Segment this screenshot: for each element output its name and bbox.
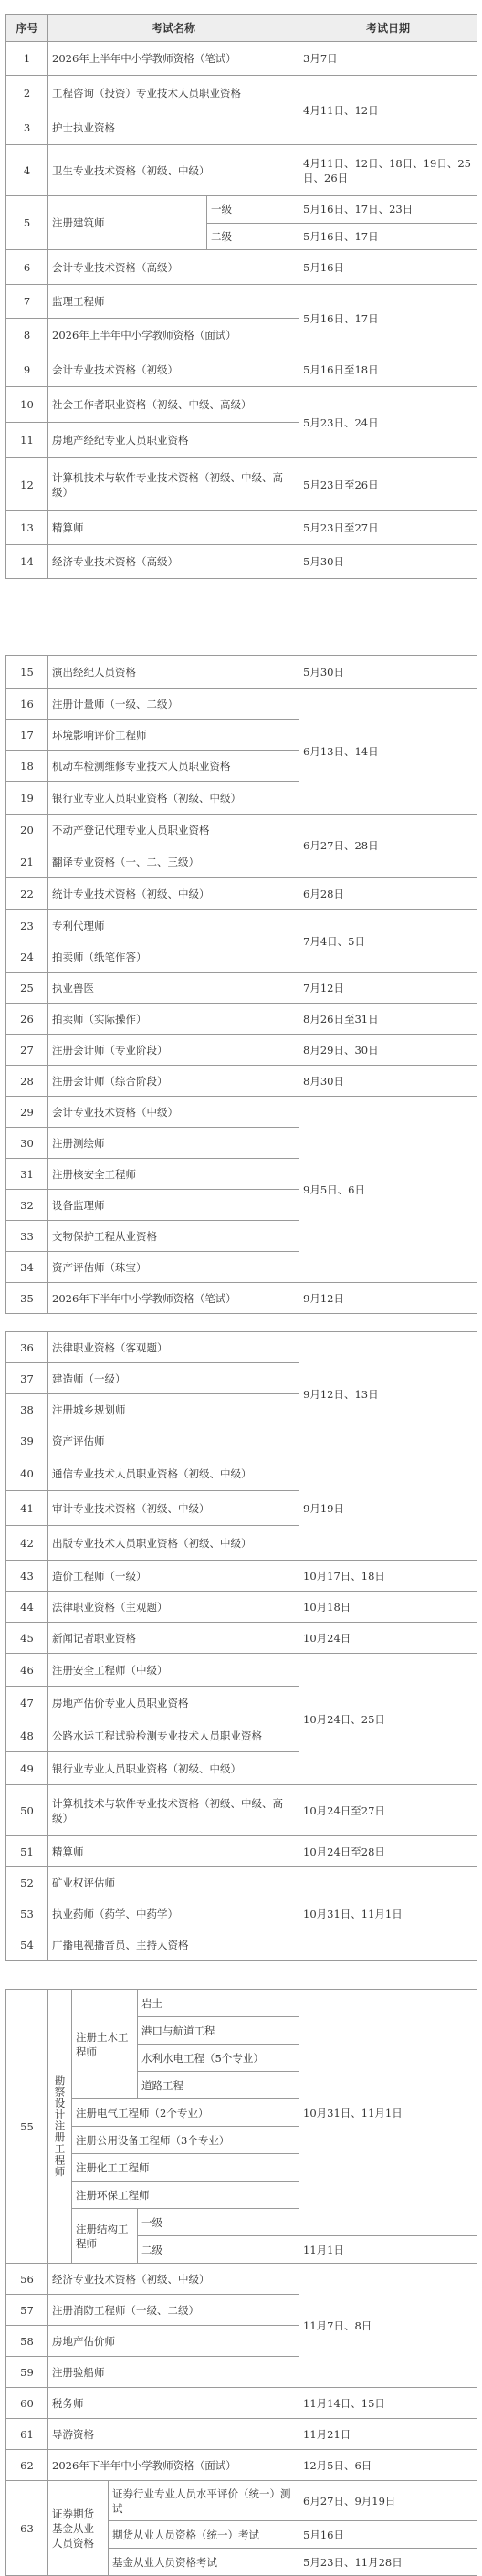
- row-name: 会计专业技术资格（中级）: [48, 1097, 299, 1128]
- row-date: 10月31日、11月1日: [299, 1990, 477, 2236]
- row-name: 监理工程师: [48, 285, 299, 319]
- sub-specialty: 注册公用设备工程师（3个专业）: [72, 2127, 299, 2154]
- header-name: 考试名称: [48, 15, 299, 42]
- row-name: 房地产估价师: [48, 2326, 299, 2357]
- row-name: 2026年上半年中小学教师资格（面试）: [48, 319, 299, 352]
- row-name: 2026年上半年中小学教师资格（笔试）: [48, 42, 299, 76]
- row-name: 社会工作者职业资格（初级、中级、高级）: [48, 387, 299, 423]
- row-date: 6月27日、28日: [299, 815, 477, 878]
- row-no: 41: [6, 1491, 48, 1526]
- sub-specialty: 岩土: [138, 1990, 299, 2017]
- row-no: 63: [6, 2481, 48, 2576]
- row-name: 注册计量师（一级、二级）: [48, 689, 299, 720]
- row-name: 银行业专业人员职业资格（初级、中级）: [48, 1752, 299, 1785]
- row-no: 27: [6, 1035, 48, 1066]
- row-no: 51: [6, 1836, 48, 1867]
- row-date: 5月16日、17日: [299, 285, 477, 352]
- row-no: 33: [6, 1221, 48, 1252]
- exam-table-part-2: [5, 655, 477, 1314]
- row-name: 注册消防工程师（一级、二级）: [48, 2295, 299, 2326]
- group-label: 勘察设计注册工程师: [48, 1990, 72, 2264]
- row-date: 11月21日: [299, 2419, 477, 2450]
- row-name: 2026年下半年中小学教师资格（面试）: [48, 2450, 299, 2481]
- row-date: 6月27日、9月19日: [299, 2481, 477, 2521]
- row-date: 9月5日、6日: [299, 1097, 477, 1283]
- row-date: 5月23日、24日: [299, 387, 477, 458]
- row-no: 49: [6, 1752, 48, 1785]
- row-no: 25: [6, 973, 48, 1004]
- row-name: 注册会计师（专业阶段）: [48, 1035, 299, 1066]
- row-name: 新闻记者职业资格: [48, 1623, 299, 1654]
- row-date: 8月26日至31日: [299, 1004, 477, 1035]
- row-date: 5月23日至26日: [299, 458, 477, 511]
- row-name: 工程咨询（投资）专业技术人员职业资格: [48, 76, 299, 110]
- row-date: 10月24日、25日: [299, 1654, 477, 1785]
- row-name: 统计专业技术资格（初级、中级）: [48, 878, 299, 910]
- row-no: 19: [6, 782, 48, 815]
- row-name: 经济专业技术资格（高级）: [48, 545, 299, 579]
- row-no: 9: [6, 352, 48, 387]
- row-no: 22: [6, 878, 48, 910]
- exam-table-part-1: [5, 14, 477, 579]
- row-name: 银行业专业人员职业资格（初级、中级）: [48, 782, 299, 815]
- row-name: 会计专业技术资格（高级）: [48, 250, 299, 285]
- row-date: 5月30日: [299, 656, 477, 689]
- row-date: 10月17日、18日: [299, 1561, 477, 1592]
- row-name: 法律职业资格（主观题）: [48, 1592, 299, 1623]
- row-no: 39: [6, 1425, 48, 1456]
- row-name: 翻译专业资格（一、二、三级）: [48, 846, 299, 878]
- row-date: 5月16日、17日: [299, 223, 477, 250]
- row-no: 14: [6, 545, 48, 579]
- row-date: 7月12日: [299, 973, 477, 1004]
- row-date: 12月5日、6日: [299, 2450, 477, 2481]
- row-name: 注册核安全工程师: [48, 1159, 299, 1190]
- row-no: 1: [6, 42, 48, 76]
- row-name: 经济专业技术资格（初级、中级）: [48, 2264, 299, 2295]
- sub-specialty: 道路工程: [138, 2072, 299, 2099]
- row-name: 专利代理师: [48, 910, 299, 941]
- row-date: 7月4日、5日: [299, 910, 477, 973]
- row-name: 审计专业技术资格（初级、中级）: [48, 1491, 299, 1526]
- row-no: 34: [6, 1252, 48, 1283]
- row-date: 6月13日、14日: [299, 689, 477, 815]
- row-no: 46: [6, 1654, 48, 1687]
- row-no: 36: [6, 1332, 48, 1363]
- row-name: 计算机技术与软件专业技术资格（初级、中级、高级）: [48, 458, 299, 511]
- row-name: 卫生专业技术资格（初级、中级）: [48, 145, 299, 196]
- row-no: 35: [6, 1283, 48, 1314]
- row-no: 57: [6, 2295, 48, 2326]
- row-name: 精算师: [48, 511, 299, 545]
- row-date: 3月7日: [299, 42, 477, 76]
- row-name: 资产评估师（珠宝）: [48, 1252, 299, 1283]
- row-date: 10月31日、11月1日: [299, 1867, 477, 1961]
- row-no: 10: [6, 387, 48, 423]
- row-name: 机动车检测维修专业技术人员职业资格: [48, 751, 299, 782]
- row-no: 29: [6, 1097, 48, 1128]
- row-name: 演出经纪人员资格: [48, 656, 299, 689]
- row-name: 拍卖师（纸笔作答）: [48, 941, 299, 973]
- row-name: 注册测绘师: [48, 1128, 299, 1159]
- row-no: 55: [6, 1990, 48, 2264]
- row-name: 证券行业专业人员水平评价（统一）测试: [109, 2481, 299, 2521]
- row-no: 59: [6, 2357, 48, 2388]
- row-date: 11月1日: [299, 2236, 477, 2264]
- civil-label: 注册土木工程师: [72, 1990, 138, 2099]
- row-no: 7: [6, 285, 48, 319]
- row-no: 31: [6, 1159, 48, 1190]
- row-name: 注册验船师: [48, 2357, 299, 2388]
- sub-level: 一级: [138, 2209, 299, 2236]
- row-no: 50: [6, 1785, 48, 1836]
- row-date: 6月28日: [299, 878, 477, 910]
- row-no: 56: [6, 2264, 48, 2295]
- struct-label: 注册结构工程师: [72, 2209, 138, 2264]
- row-name: 执业兽医: [48, 973, 299, 1004]
- header-date: 考试日期: [299, 15, 477, 42]
- row-no: 28: [6, 1066, 48, 1097]
- row-date: 5月16日、17日、23日: [299, 196, 477, 224]
- row-date: 11月14日、15日: [299, 2388, 477, 2419]
- row-date: 9月19日: [299, 1456, 477, 1561]
- row-no: 3: [6, 110, 48, 145]
- row-no: 4: [6, 145, 48, 196]
- row-no: 58: [6, 2326, 48, 2357]
- row-name: 文物保护工程从业资格: [48, 1221, 299, 1252]
- sub-specialty: 注册电气工程师（2个专业）: [72, 2099, 299, 2127]
- row-name: 注册安全工程师（中级）: [48, 1654, 299, 1687]
- row-name: 不动产登记代理专业人员职业资格: [48, 815, 299, 846]
- row-no: 53: [6, 1898, 48, 1929]
- row-name: 注册建筑师: [48, 196, 207, 249]
- row-no: 30: [6, 1128, 48, 1159]
- row-no: 61: [6, 2419, 48, 2450]
- row-date: 9月12日: [299, 1283, 477, 1314]
- row-name: 房地产估价专业人员职业资格: [48, 1687, 299, 1719]
- row-name: 税务师: [48, 2388, 299, 2419]
- row-no: 17: [6, 720, 48, 751]
- group-label: 证券期货基金从业人员资格: [48, 2481, 109, 2576]
- row-name: 矿业权评估师: [48, 1867, 299, 1898]
- row-no: 44: [6, 1592, 48, 1623]
- row-name: 建造师（一级）: [48, 1363, 299, 1394]
- row-date: 5月23日、11月28日: [299, 2549, 477, 2576]
- row-no: 37: [6, 1363, 48, 1394]
- exam-table-part-3: [5, 1331, 477, 1961]
- row-no: 18: [6, 751, 48, 782]
- row-name: 2026年下半年中小学教师资格（笔试）: [48, 1283, 299, 1314]
- row-date: 9月12日、13日: [299, 1332, 477, 1456]
- row-no: 62: [6, 2450, 48, 2481]
- row-name: 环境影响评价工程师: [48, 720, 299, 751]
- row-no: 5: [6, 196, 48, 250]
- row-name: 资产评估师: [48, 1425, 299, 1456]
- row-date: 5月30日: [299, 545, 477, 579]
- row-name: 导游资格: [48, 2419, 299, 2450]
- row-name: 期货从业人员资格（统一）考试: [109, 2521, 299, 2549]
- row-name: 基金从业人员资格考试: [109, 2549, 299, 2576]
- row-name: 护士执业资格: [48, 110, 299, 145]
- row-no: 47: [6, 1687, 48, 1719]
- row-date: 10月24日至27日: [299, 1785, 477, 1836]
- row-date: 5月16日至18日: [299, 352, 477, 387]
- sub-specialty: 水利水电工程（5个专业）: [138, 2045, 299, 2072]
- row-date: 10月24日: [299, 1623, 477, 1654]
- row-name: 会计专业技术资格（初级）: [48, 352, 299, 387]
- row-no: 15: [6, 656, 48, 689]
- row-name: 设备监理师: [48, 1190, 299, 1221]
- row-no: 12: [6, 458, 48, 511]
- row-name: 注册城乡规划师: [48, 1394, 299, 1425]
- row-no: 32: [6, 1190, 48, 1221]
- header-no: 序号: [6, 15, 48, 42]
- row-name: 计算机技术与软件专业技术资格（初级、中级、高级）: [48, 1785, 299, 1836]
- row-no: 52: [6, 1867, 48, 1898]
- row-date: 8月30日: [299, 1066, 477, 1097]
- row-no: 38: [6, 1394, 48, 1425]
- row-no: 23: [6, 910, 48, 941]
- sub-level: 二级: [211, 229, 232, 243]
- sub-level: 一级: [207, 196, 299, 223]
- row-name: 出版专业技术人员职业资格（初级、中级）: [48, 1526, 299, 1561]
- row-no: 40: [6, 1456, 48, 1491]
- row-no: 26: [6, 1004, 48, 1035]
- row-date: 5月23日至27日: [299, 511, 477, 545]
- row-name: 法律职业资格（客观题）: [48, 1332, 299, 1363]
- row-date: 10月24日至28日: [299, 1836, 477, 1867]
- row-no: 13: [6, 511, 48, 545]
- row-date: 4月11日、12日: [299, 76, 477, 145]
- row-no: 24: [6, 941, 48, 973]
- row-date: 5月16日: [299, 2521, 477, 2549]
- row-no: 8: [6, 319, 48, 352]
- row-name: 广播电视播音员、主持人资格: [48, 1929, 299, 1961]
- row-name: 通信专业技术人员职业资格（初级、中级）: [48, 1456, 299, 1491]
- row-no: 45: [6, 1623, 48, 1654]
- row-date: 4月11日、12日、18日、19日、25日、26日: [299, 145, 477, 196]
- row-date: 10月18日: [299, 1592, 477, 1623]
- sub-level: 二级: [138, 2236, 299, 2264]
- exam-table-part-4: [5, 1989, 477, 2576]
- row-name: 拍卖师（实际操作）: [48, 1004, 299, 1035]
- sub-specialty: 港口与航道工程: [138, 2017, 299, 2045]
- row-no: 54: [6, 1929, 48, 1961]
- row-date: 11月7日、8日: [299, 2264, 477, 2388]
- sub-specialty: 注册环保工程师: [72, 2182, 299, 2209]
- sub-specialty: 注册化工工程师: [72, 2154, 299, 2182]
- row-no: 21: [6, 846, 48, 878]
- row-no: 2: [6, 76, 48, 110]
- row-no: 43: [6, 1561, 48, 1592]
- row-date: 5月16日: [299, 250, 477, 285]
- row-name: 造价工程师（一级）: [48, 1561, 299, 1592]
- row-name: 房地产经纪专业人员职业资格: [48, 423, 299, 458]
- row-no: 60: [6, 2388, 48, 2419]
- row-no: 16: [6, 689, 48, 720]
- row-no: 6: [6, 250, 48, 285]
- row-name: 注册会计师（综合阶段）: [48, 1066, 299, 1097]
- row-no: 42: [6, 1526, 48, 1561]
- row-name: 公路水运工程试验检测专业技术人员职业资格: [48, 1719, 299, 1752]
- row-name: 执业药师（药学、中药学）: [48, 1898, 299, 1929]
- row-name: 精算师: [48, 1836, 299, 1867]
- row-no: 11: [6, 423, 48, 458]
- row-date: 8月29日、30日: [299, 1035, 477, 1066]
- row-no: 20: [6, 815, 48, 846]
- row-no: 48: [6, 1719, 48, 1752]
